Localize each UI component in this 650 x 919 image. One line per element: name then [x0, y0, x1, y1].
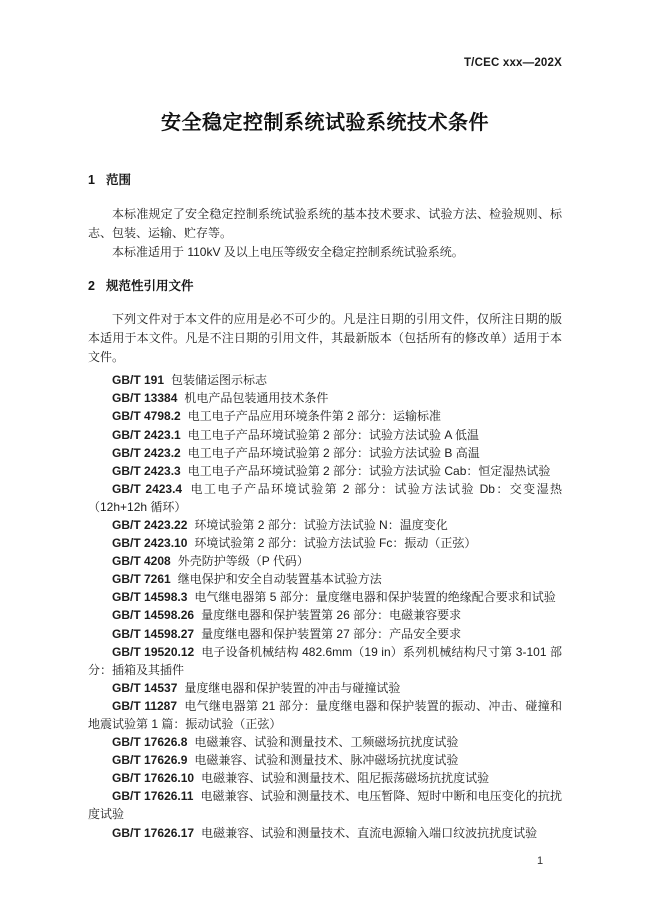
reference-list [88, 371, 562, 841]
reference-item: GB/T 2423.22 环境试验第 2 部分：试验方法试验 N：温度变化 [112, 517, 448, 532]
reference-item: GB/T 17626.17 电磁兼容、试验和测量技术、直流电源输入端口纹波抗扰度试验 [112, 825, 538, 840]
normative-references-intro: 下列文件对于本文件的应用是必不可少的。凡是注日期的引用文件，仅所注日期的版本适用于本文件。凡是不注日期的引用文件，其最新版本（包括所有的修改单）适用于本文件。 [88, 311, 562, 365]
reference-item: GB/T 2423.3 电工电子产品环境试验第 2 部分：试验方法试验 Cab：恒定湿热试验 [112, 463, 551, 478]
section-2-number: 2 [88, 278, 95, 293]
reference-code: GB/T 2423.1 [112, 427, 181, 442]
reference-item: GB/T 4798.2 电工电子产品应用环境条件第 2 部分：运输标准 [112, 409, 442, 424]
section-1-heading [88, 173, 562, 188]
reference-item: GB/T 14598.27 量度继电器和保护装置第 27 部分：产品安全要求 [112, 626, 462, 641]
reference-code: GB/T 11287 [112, 698, 178, 713]
reference-item: GB/T 17626.9 电磁兼容、试验和测量技术、脉冲磁场抗扰度试验 [112, 753, 459, 768]
reference-code: GB/T 17626.9 [112, 753, 188, 768]
reference-item: GB/T 14537 量度继电器和保护装置的冲击与碰撞试验 [112, 680, 401, 695]
reference-item: GB/T 17626.11 电磁兼容、试验和测量技术、电压暂降、短时中断和电压变化的抗扰度试验 [88, 789, 562, 822]
reference-item: GB/T 2423.4 电工电子产品环境试验第 2 部分：试验方法试验 Db：交变湿热（12h+12h 循环） [88, 481, 562, 514]
section-2-title: 规范性引用文件 [105, 278, 194, 293]
reference-item: GB/T 2423.10 环境试验第 2 部分：试验方法试验 Fc：振动（正弦） [112, 536, 477, 551]
reference-code: GB/T 14598.27 [112, 626, 195, 641]
reference-code: GB/T 4798.2 [112, 409, 181, 424]
section-2-heading [88, 279, 562, 294]
section-1-number: 1 [88, 173, 95, 187]
reference-item: GB/T 7261 继电保护和安全自动装置基本试验方法 [112, 572, 382, 587]
reference-code: GB/T 2423.3 [112, 463, 181, 478]
reference-code: GB/T 13384 [112, 391, 178, 406]
scope-paragraph-2: 本标准适用于 110kV 及以上电压等级安全稳定控制系统试验系统。 [112, 245, 464, 260]
reference-item: GB/T 11287 电气继电器第 21 部分：量度继电器和保护装置的振动、冲击、碰撞和地震试验第 1 篇：振动试验（正弦） [88, 698, 562, 731]
reference-item: GB/T 14598.26 量度继电器和保护装置第 26 部分：电磁兼容要求 [112, 608, 462, 623]
reference-code: GB/T 14598.3 [112, 590, 188, 605]
reference-item: GB/T 17626.10 电磁兼容、试验和测量技术、阻尼振荡磁场抗扰度试验 [112, 771, 490, 786]
reference-item: GB/T 14598.3 电气继电器第 5 部分：量度继电器和保护装置的绝缘配合要求和试验 [112, 590, 556, 605]
document-content [88, 0, 562, 842]
scope-paragraph-1: 本标准规定了安全稳定控制系统试验系统的基本技术要求、试验方法、检验规则、标志、包装、运输、贮存等。 [88, 207, 562, 241]
document-code: T/CEC xxx—202X [463, 57, 562, 69]
reference-item: GB/T 191 包装储运图示标志 [112, 373, 268, 388]
reference-code: GB/T 4208 [112, 554, 171, 569]
reference-code: GB/T 2423.4 [112, 481, 183, 496]
reference-item: GB/T 19520.12 电子设备机械结构 482.6mm（19 in）系列机械结构尺寸第 3-101 部分：插箱及其插件 [88, 644, 562, 677]
reference-item: GB/T 13384 机电产品包装通用技术条件 [112, 391, 329, 406]
reference-item: GB/T 4208 外壳防护等级（P 代码） [112, 554, 309, 569]
reference-code: GB/T 14598.26 [112, 608, 195, 623]
reference-code: GB/T 14537 [112, 680, 178, 695]
document-title: 安全稳定控制系统试验系统技术条件 [161, 112, 489, 134]
section-1-title: 范围 [105, 173, 131, 187]
reference-code: GB/T 17626.11 [112, 789, 194, 804]
reference-item: GB/T 2423.2 电工电子产品环境试验第 2 部分：试验方法试验 B 高温 [112, 445, 480, 460]
reference-code: GB/T 17626.8 [112, 735, 188, 750]
reference-code: GB/T 19520.12 [112, 644, 195, 659]
reference-code: GB/T 17626.17 [112, 825, 195, 840]
reference-code: GB/T 2423.22 [112, 517, 188, 532]
reference-code: GB/T 2423.2 [112, 445, 181, 460]
reference-code: GB/T 17626.10 [112, 771, 195, 786]
reference-item: GB/T 2423.1 电工电子产品环境试验第 2 部分：试验方法试验 A 低温 [112, 427, 480, 442]
reference-item: GB/T 17626.8 电磁兼容、试验和测量技术、工频磁场抗扰度试验 [112, 735, 459, 750]
reference-code: GB/T 191 [112, 373, 165, 388]
reference-code: GB/T 2423.10 [112, 536, 188, 551]
page-number: 1 [537, 855, 544, 867]
reference-code: GB/T 7261 [112, 572, 171, 587]
